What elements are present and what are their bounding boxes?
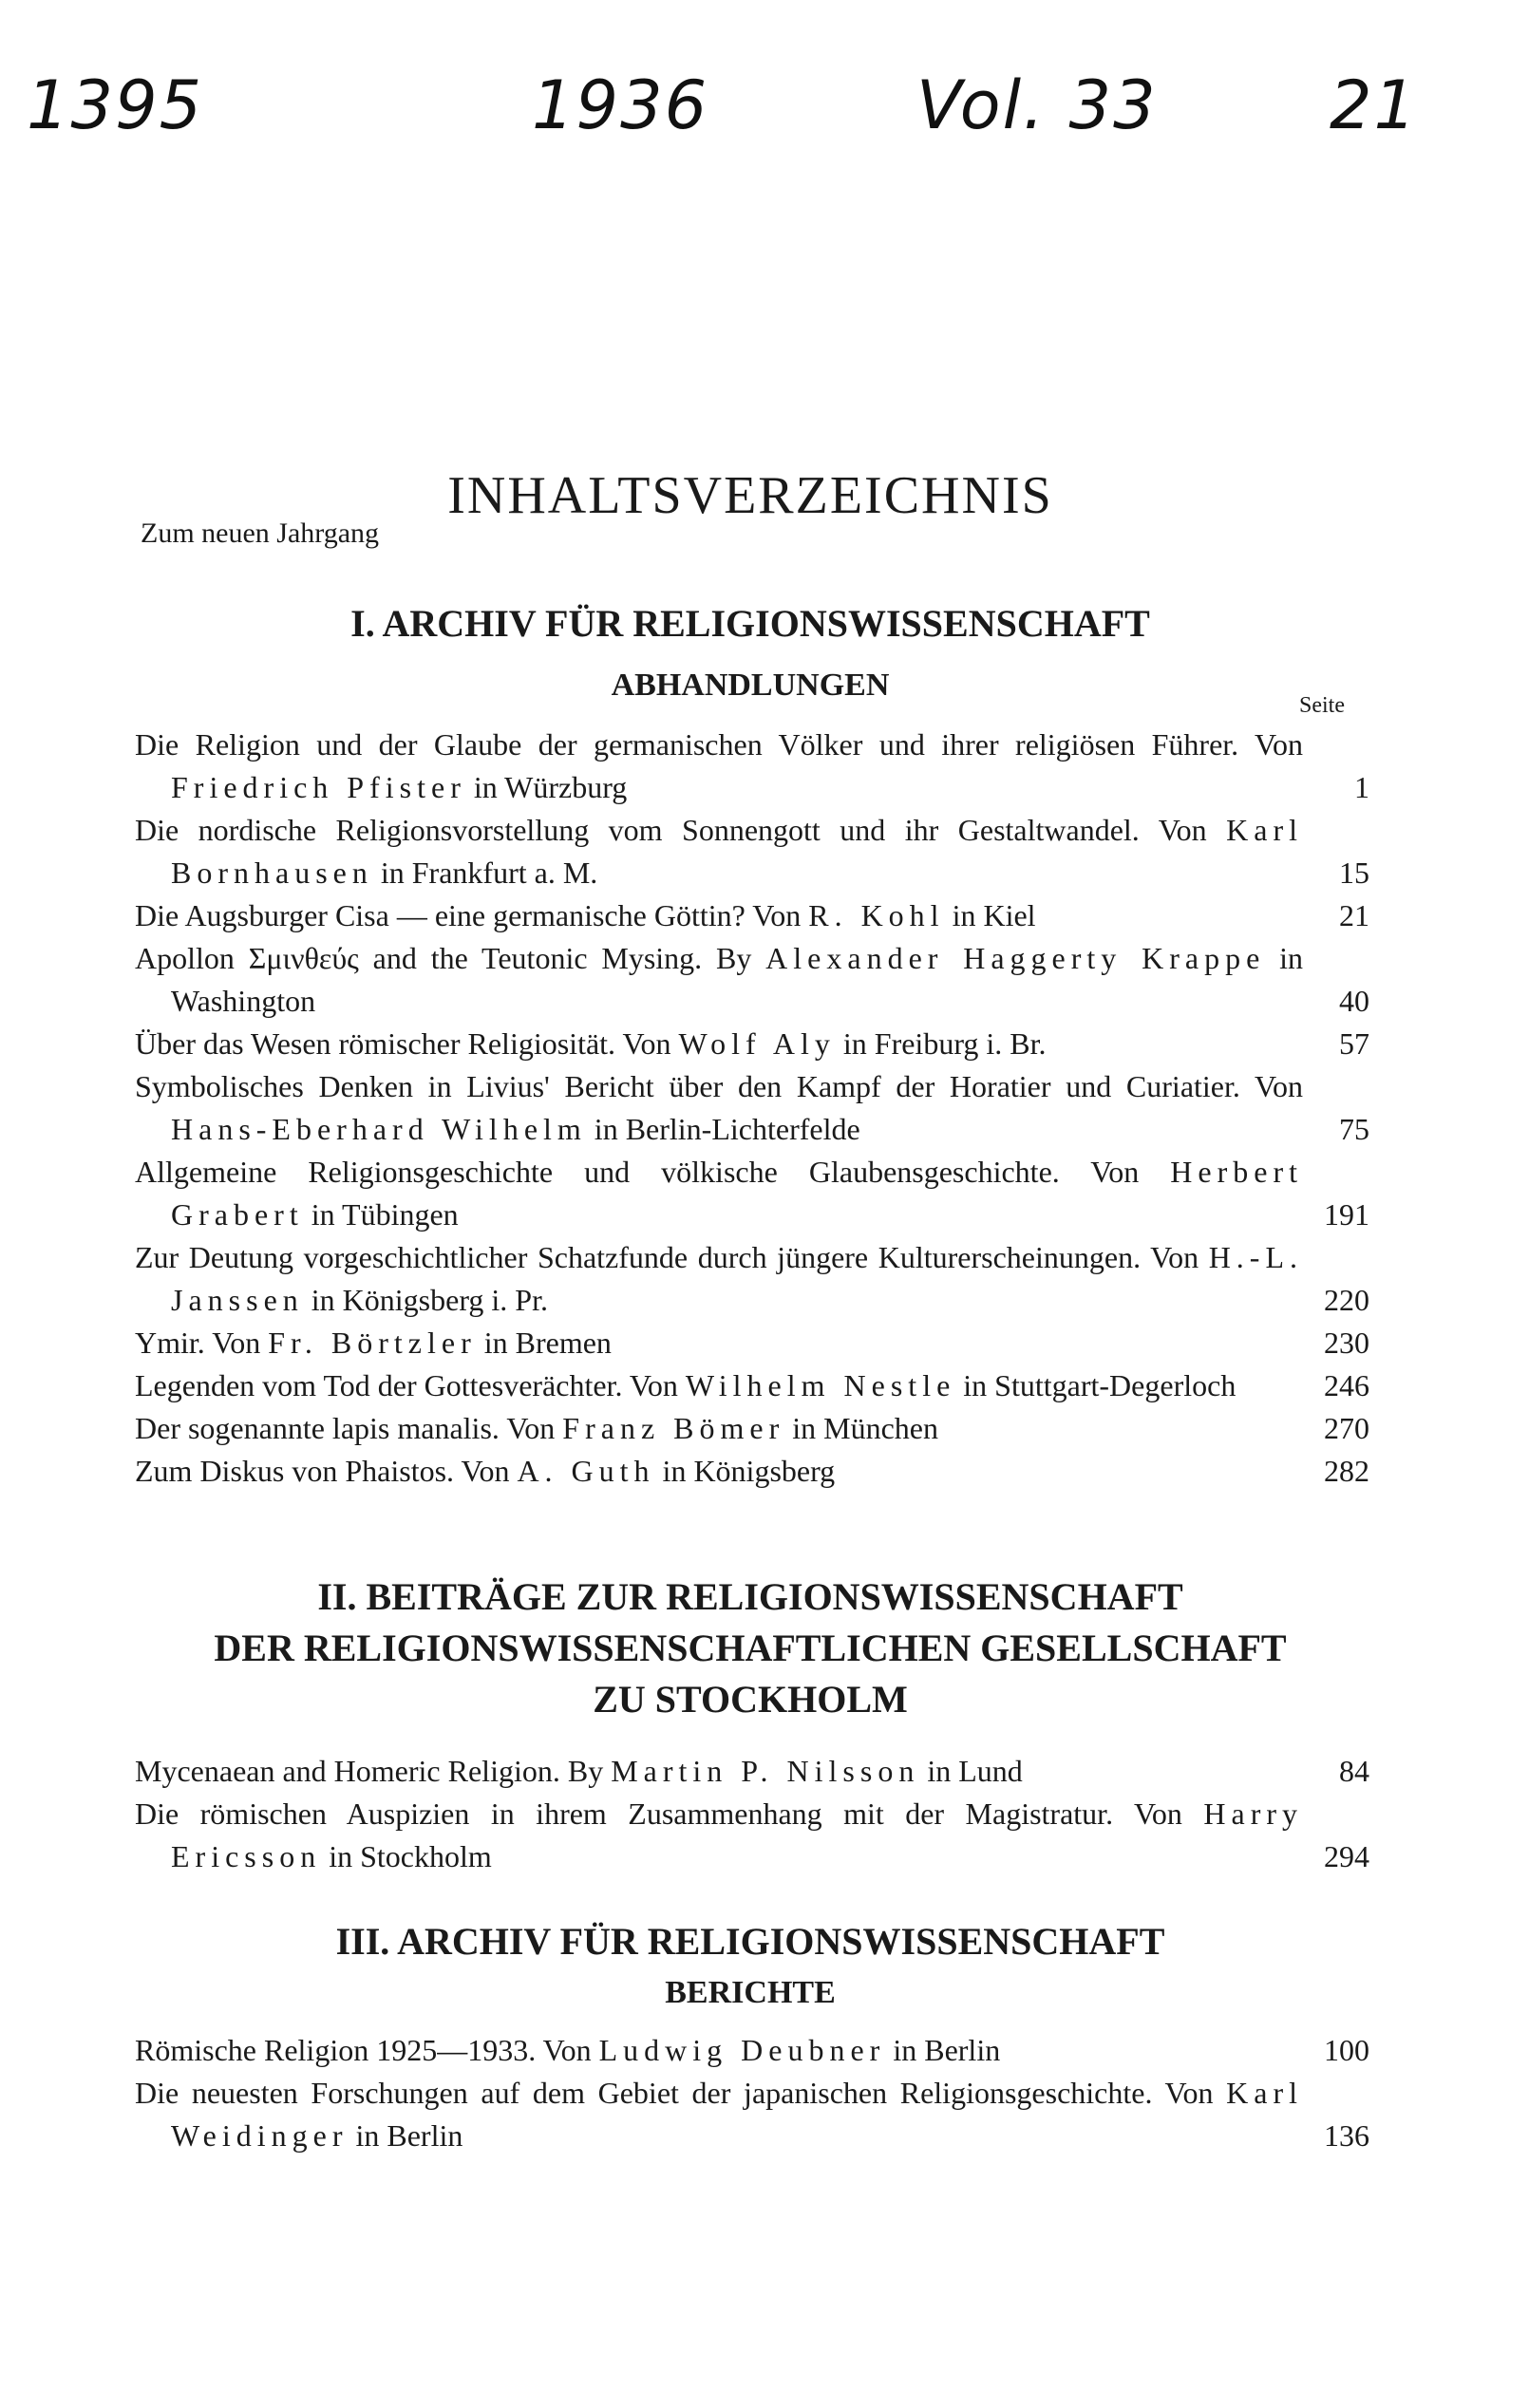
section-1-subtitle: ABHANDLUNGEN: [611, 668, 890, 703]
entry-text: Die neuesten Forschungen auf dem Gebiet der japanischen Religionsgeschichte. Von: [135, 2076, 1227, 2110]
section-3-subtitle: BERICHTE: [665, 1975, 836, 2010]
entry-page-number: 282: [1324, 1454, 1369, 1488]
section-3-title: III. ARCHIV FÜR RELIGIONSWISSENSCHAFT: [335, 1920, 1165, 1963]
page-title: INHALTSVERZEICHNIS: [447, 465, 1053, 525]
entry-text: Die Religion und der Glaube der germanischen Völker und ihrer religiösen Führer. Von: [135, 727, 1303, 762]
entry-page-number: 15: [1339, 856, 1369, 890]
entry-page-number: 191: [1324, 1197, 1369, 1232]
toc-entry: [135, 1151, 1369, 1236]
entry-author: Karl Weidinger: [171, 2076, 1303, 2153]
handwritten-note-2: 1936: [532, 66, 709, 144]
handwritten-note-4: 21: [1330, 66, 1419, 144]
entry-location: in Washington: [171, 941, 1304, 1018]
entry-location: in Würzburg: [465, 770, 628, 804]
entry-location: in Lund: [919, 1754, 1023, 1788]
section-2-title-line: II. BEITRÄGE ZUR RELIGIONSWISSENSCHAFT: [317, 1575, 1183, 1618]
entry-page-number: 100: [1324, 2033, 1369, 2067]
entry-location: in München: [784, 1411, 938, 1445]
entry-page-number: 294: [1324, 1839, 1369, 1873]
entry-text: Symbolisches Denken in Livius' Bericht über den Kampf der Horatier und Curiatier. Von: [135, 1069, 1303, 1103]
section-2-title-line: ZU STOCKHOLM: [593, 1678, 908, 1721]
section-3-entries: [135, 2029, 1369, 2157]
entry-text: Der sogenannte lapis manalis. Von: [135, 1411, 563, 1445]
entry-page-number: 84: [1339, 1754, 1369, 1788]
toc-entry: [135, 1065, 1369, 1151]
handwritten-note-1: 1395: [27, 66, 204, 144]
entry-author: Ludwig Deubner: [598, 2033, 886, 2067]
entry-text: Ymir. Von: [135, 1326, 269, 1360]
entry-text: Zum Diskus von Phaistos. Von: [135, 1454, 518, 1488]
section-1-entries: [135, 724, 1369, 1493]
entry-author: Wilhelm Nestle: [685, 1368, 956, 1402]
entry-text: Die Augsburger Cisa — eine germanische Göttin? Von: [135, 898, 809, 932]
entry-location: in Königsberg: [654, 1454, 836, 1488]
entry-text: Über das Wesen römischer Religiosität. Von: [135, 1026, 679, 1061]
section-2-title-line: DER RELIGIONSWISSENSCHAFTLICHEN GESELLSCHAFT: [214, 1627, 1287, 1669]
entry-page-number: 270: [1324, 1411, 1369, 1445]
toc-entry: [135, 1793, 1369, 1878]
toc-entry: [135, 1322, 1369, 1364]
entry-location: in Stuttgart-Degerloch: [955, 1368, 1236, 1402]
entry-page-number: 57: [1339, 1026, 1369, 1061]
entry-text: Legenden vom Tod der Gottesverächter. Von: [135, 1368, 686, 1402]
entry-author: Wolf Aly: [678, 1026, 836, 1061]
section-1-title: I. ARCHIV FÜR RELIGIONSWISSENSCHAFT: [350, 602, 1150, 645]
toc-entry: [135, 1450, 1369, 1493]
preface-line: Zum neuen Jahrgang: [141, 517, 380, 549]
entry-text: Zur Deutung vorgeschichtlicher Schatzfunde durch jüngere Kulturerscheinungen. Von: [135, 1240, 1209, 1274]
entry-text: Die römischen Auspizien in ihrem Zusammenhang mit der Magistratur. Von: [135, 1797, 1204, 1831]
toc-entry: [135, 724, 1369, 809]
entry-location: in Tübingen: [303, 1197, 459, 1232]
page-column-label: Seite: [1299, 693, 1345, 718]
entry-text: Apollon Σμινθεύς and the Teutonic Mysing. By: [135, 941, 766, 975]
entry-author: Herbert Grabert: [171, 1155, 1303, 1232]
entry-author: Alexander Haggerty Krappe: [765, 941, 1266, 975]
section-2-title: [133, 1571, 1368, 1725]
toc-entry: [135, 894, 1369, 937]
entry-page-number: 21: [1339, 898, 1369, 932]
entry-location: in Stockholm: [321, 1839, 492, 1873]
entry-author: A. Guth: [517, 1454, 655, 1488]
entry-text: Die nordische Religionsvorstellung vom Sonnengott und ihr Gestaltwandel. Von: [135, 813, 1227, 847]
entry-author: Friedrich Pfister: [171, 770, 466, 804]
section-2-entries: [135, 1750, 1369, 1878]
entry-location: in Königsberg i. Pr.: [303, 1283, 548, 1317]
entry-text: Mycenaean and Homeric Religion. By: [135, 1754, 612, 1788]
entry-author: R. Kohl: [808, 898, 945, 932]
toc-entry: [135, 1023, 1369, 1065]
toc-entry: [135, 1364, 1369, 1407]
toc-entry: [135, 2029, 1369, 2072]
entry-location: in Berlin: [348, 2118, 463, 2153]
entry-location: in Kiel: [944, 898, 1036, 932]
entry-author: Martin P. Nilsson: [611, 1754, 920, 1788]
entry-page-number: 40: [1339, 984, 1369, 1018]
entry-page-number: 1: [1354, 770, 1369, 804]
entry-page-number: 230: [1324, 1326, 1369, 1360]
entry-author: Harry Ericsson: [171, 1797, 1303, 1873]
entry-location: in Berlin: [885, 2033, 1001, 2067]
entry-location: in Frankfurt a. M.: [372, 856, 598, 890]
entry-location: in Bremen: [476, 1326, 612, 1360]
entry-author: Fr. Börtzler: [268, 1326, 477, 1360]
handwritten-note-3: Vol. 33: [916, 66, 1158, 144]
entry-page-number: 220: [1324, 1283, 1369, 1317]
entry-author: H.-L. Janssen: [171, 1240, 1303, 1317]
entry-location: in Freiburg i. Br.: [835, 1026, 1047, 1061]
toc-entry: [135, 2072, 1369, 2157]
entry-page-number: 75: [1339, 1112, 1369, 1146]
toc-entry: [135, 1407, 1369, 1450]
entry-author: Hans-Eberhard Wilhelm: [171, 1112, 587, 1146]
entry-page-number: 136: [1324, 2118, 1369, 2153]
entry-location: in Berlin-Lichterfelde: [586, 1112, 860, 1146]
toc-entry: [135, 937, 1369, 1023]
entry-text: Römische Religion 1925—1933. Von: [135, 2033, 599, 2067]
entry-author: Franz Bömer: [562, 1411, 785, 1445]
toc-entry: [135, 1236, 1369, 1322]
entry-author: Karl Bornhausen: [171, 813, 1303, 890]
entry-text: Allgemeine Religionsgeschichte und völkische Glaubensgeschichte. Von: [135, 1155, 1171, 1189]
toc-entry: [135, 809, 1369, 894]
toc-entry: [135, 1750, 1369, 1793]
entry-page-number: 246: [1324, 1368, 1369, 1402]
